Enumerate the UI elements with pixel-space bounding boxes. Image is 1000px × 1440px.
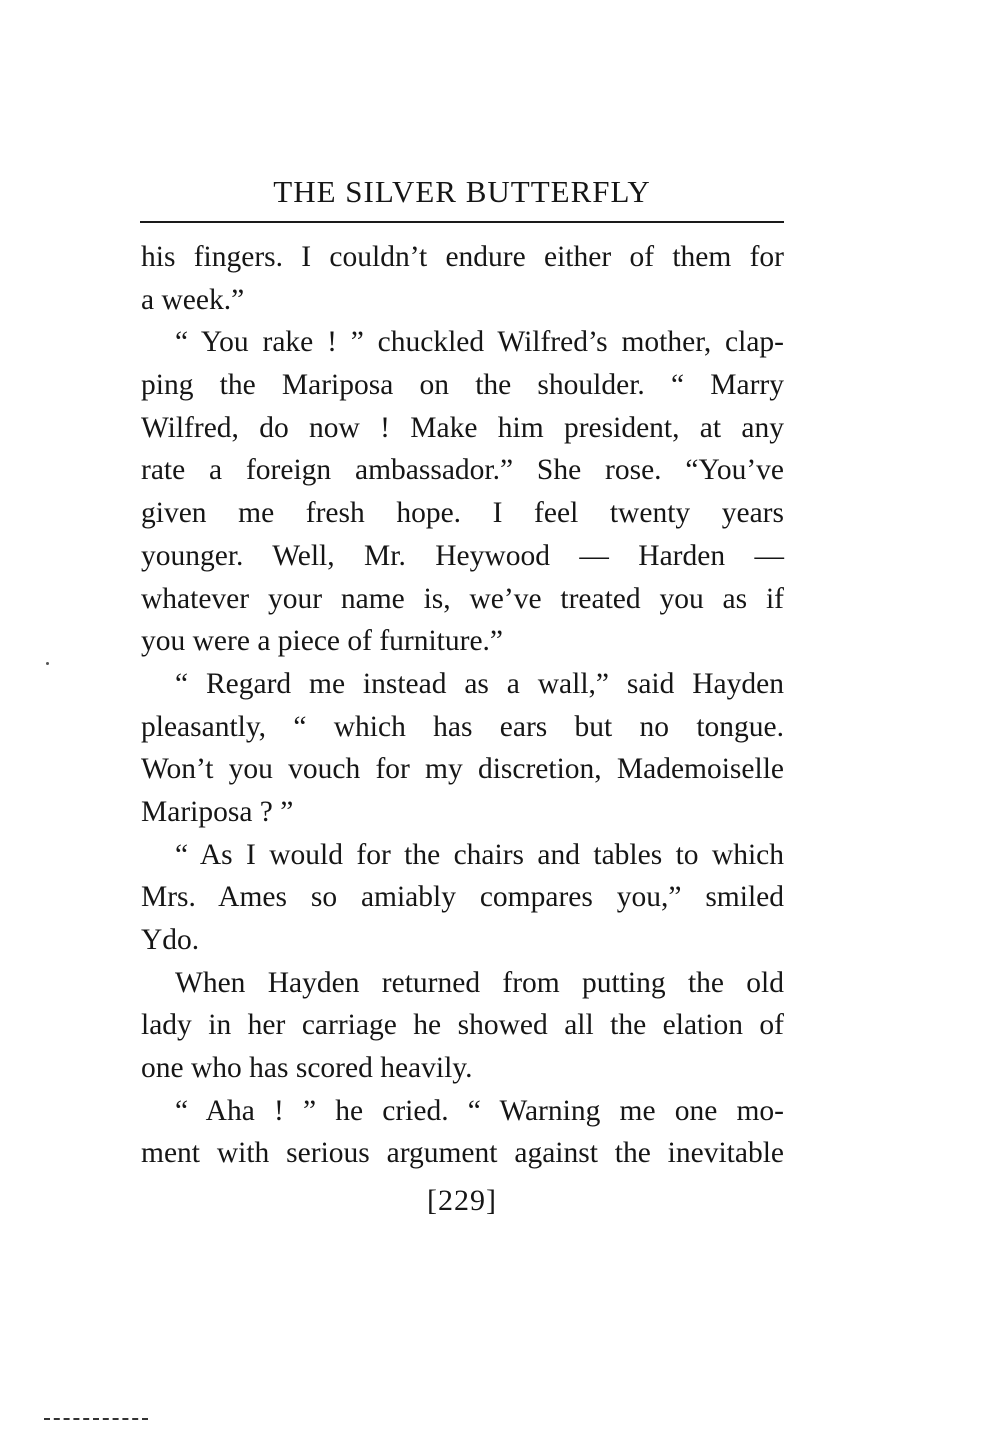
text-line: Mariposa ? ” <box>141 795 294 828</box>
page-number: [229] <box>427 1184 497 1217</box>
text-line: Ydo. <box>141 924 200 956</box>
text-line: given me fresh hope. I feel twenty years <box>141 497 784 530</box>
text-line: his fingers. I couldn’t endure either of them for <box>141 241 784 273</box>
text-line: younger. Well, Mr. Heywood — Harden — <box>141 539 784 572</box>
text-line: When Hayden returned from putting the old <box>175 966 784 999</box>
running-title: THE SILVER BUTTERFLY <box>273 174 651 209</box>
text-line: ment with serious argument against the inevitable <box>141 1137 784 1170</box>
text-line: rate a foreign ambassador.” She rose. “You’ve <box>141 454 784 487</box>
text-line: “ You rake ! ” chuckled Wilfred’s mother, clap- <box>175 326 784 359</box>
text-line: you were a piece of furniture.” <box>141 625 504 658</box>
text-line: “ Aha ! ” he cried. “ Warning me one mo- <box>175 1094 784 1127</box>
text-line: one who has scored heavily. <box>141 1052 473 1085</box>
text-line: “ Regard me instead as a wall,” said Hayden <box>175 667 784 700</box>
margin-speck <box>46 662 49 665</box>
text-line: pleasantly, “ which has ears but no tongue. <box>141 710 784 743</box>
footer-rule <box>44 1418 148 1420</box>
text-line: ping the Mariposa on the shoulder. “ Marry <box>141 369 784 402</box>
text-line: Won’t you vouch for my discretion, Mademoiselle <box>141 753 784 786</box>
text-line: Wilfred, do now ! Make him president, at any <box>141 411 784 444</box>
text-line: lady in her carriage he showed all the elation of <box>141 1009 784 1042</box>
text-line: “ As I would for the chairs and tables to which <box>175 838 784 871</box>
body-text <box>141 236 784 1175</box>
text-line: whatever your name is, we’ve treated you as if <box>141 582 784 615</box>
text-line: a week.” <box>141 283 245 316</box>
header-rule <box>140 221 784 223</box>
text-line: Mrs. Ames so amiably compares you,” smiled <box>141 881 784 914</box>
